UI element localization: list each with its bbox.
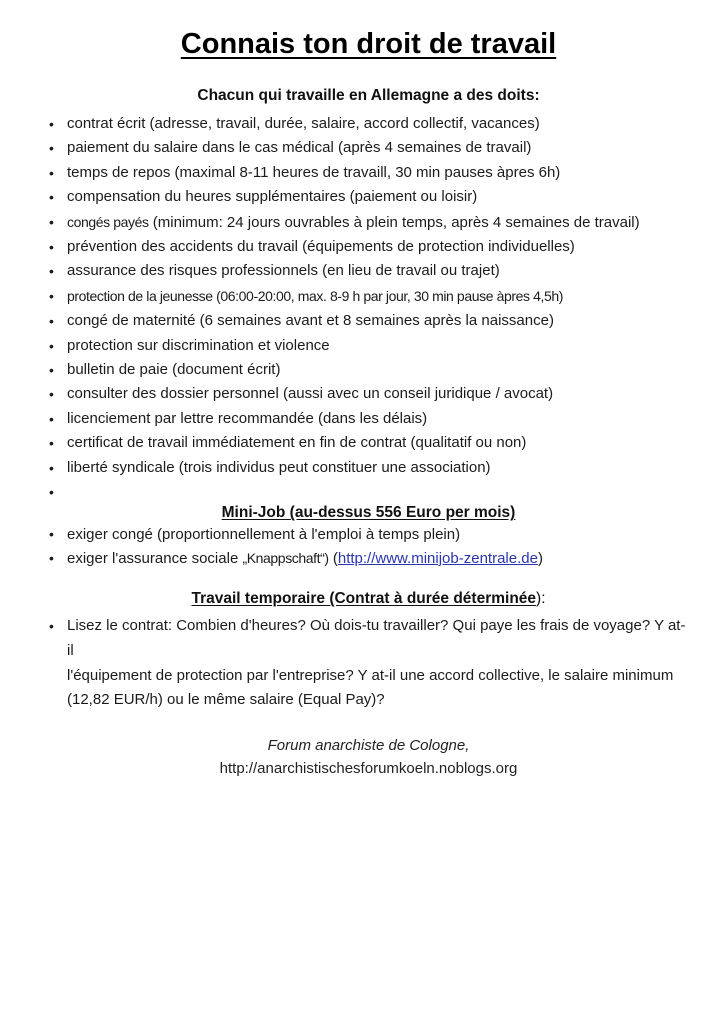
list-item-text: congé de maternité (6 semaines avant et 8 semaines après la naissance) — [67, 312, 554, 330]
list-item — [47, 407, 690, 431]
minijob-heading-text: Mini-Job (au-dessus 556 Euro per mois) — [221, 504, 516, 522]
page-title: Connais ton droit de travail — [180, 28, 557, 60]
list-item-text: ) — [537, 549, 543, 567]
tempwork-heading-tail: ): — [536, 590, 546, 608]
list-item — [47, 358, 690, 382]
rights-section-heading: Chacun qui travaille en Allemagne a des doits: — [197, 87, 540, 104]
list-item-text: prévention des accidents du travail (équipements de protection individuelles) — [67, 238, 575, 256]
list-item-text: assurance des risques professionnels (en lieu de travail ou trajet) — [67, 262, 500, 280]
footer-org: Forum anarchiste de Cologne, — [267, 736, 470, 754]
list-item — [47, 523, 690, 547]
list-item — [47, 614, 690, 712]
list-item-text: bulletin de paie (document écrit) — [67, 361, 281, 379]
list-item-text: protection de la jeunesse (06:00-20:00, max. 8-9 h par jour, 30 min pause àpres 4,5h) — [67, 287, 563, 304]
minijob-list — [47, 523, 690, 570]
list-item-text: exiger l'assurance sociale — [67, 549, 243, 567]
list-item-text: (minimum: 24 jours ouvrables à plein temps, après 4 semaines de travail) — [148, 213, 640, 231]
list-item — [47, 259, 690, 283]
list-item — [47, 235, 690, 259]
list-item — [47, 456, 690, 480]
rights-list — [47, 112, 690, 504]
footer-url: http://anarchistischesforumkoeln.noblogs.org — [219, 760, 518, 778]
list-item-text: licenciement par lettre recommandée (dans les délais) — [67, 409, 428, 427]
list-item — [47, 480, 690, 504]
list-item-line: (12,82 EUR/h) ou le même salaire (Equal Pay)? — [67, 691, 385, 709]
list-item-line: l'équipement de protection par l'entreprise? Y at-il une accord collective, le salaire minimum — [67, 666, 674, 684]
list-item — [47, 431, 690, 455]
tempwork-section-heading — [47, 590, 690, 608]
list-item — [47, 112, 690, 136]
list-item-text: contrat écrit (adresse, travail, durée, salaire, accord collectif, vacances) — [67, 115, 540, 132]
footer — [47, 734, 690, 781]
list-item — [47, 136, 690, 160]
list-item — [47, 210, 690, 235]
list-item-text: compensation du heures supplémentaires (paiement ou loisir) — [67, 188, 478, 206]
list-item-text: protection sur discrimination et violence — [67, 336, 330, 354]
minijob-section-heading — [47, 504, 690, 522]
list-item — [47, 284, 690, 309]
list-item — [47, 185, 690, 209]
list-item-text: ( — [328, 549, 338, 567]
list-item-text: liberté syndicale (trois individus peut constituer une association) — [67, 458, 491, 476]
tempwork-heading-text: Travail temporaire (Contrat à durée déterminée — [191, 590, 537, 608]
list-item — [47, 309, 690, 333]
list-item-line: • Lisez le contrat: Combien d'heures? Où dois-tu travailler? Qui paye les frais de voyage? Y at-il — [67, 617, 686, 660]
list-item — [47, 382, 690, 406]
list-item — [47, 547, 690, 571]
list-item-text: exiger congé (proportionnellement à l'emploi à temps plein) — [67, 526, 461, 544]
list-item-text: certificat de travail immédiatement en fin de contrat (qualitatif ou non) — [67, 434, 527, 452]
tempwork-list — [47, 614, 690, 712]
list-item — [47, 161, 690, 185]
list-item-text: consulter des dossier personnel (aussi avec un conseil juridique / avocat) — [67, 385, 554, 403]
minijob-zentrale-link[interactable]: http://www.minijob-zentrale.de — [337, 549, 538, 567]
list-item-text: temps de repos (maximal 8-11 heures de travaill, 30 min pauses àpres 6h) — [67, 163, 561, 181]
list-item-text: paiement du salaire dans le cas médical (après 4 semaines de travail) — [67, 139, 532, 157]
list-item — [47, 334, 690, 358]
list-item-text: congés payés — [67, 213, 149, 230]
list-item-text: „Knappschaft“) — [242, 549, 329, 566]
